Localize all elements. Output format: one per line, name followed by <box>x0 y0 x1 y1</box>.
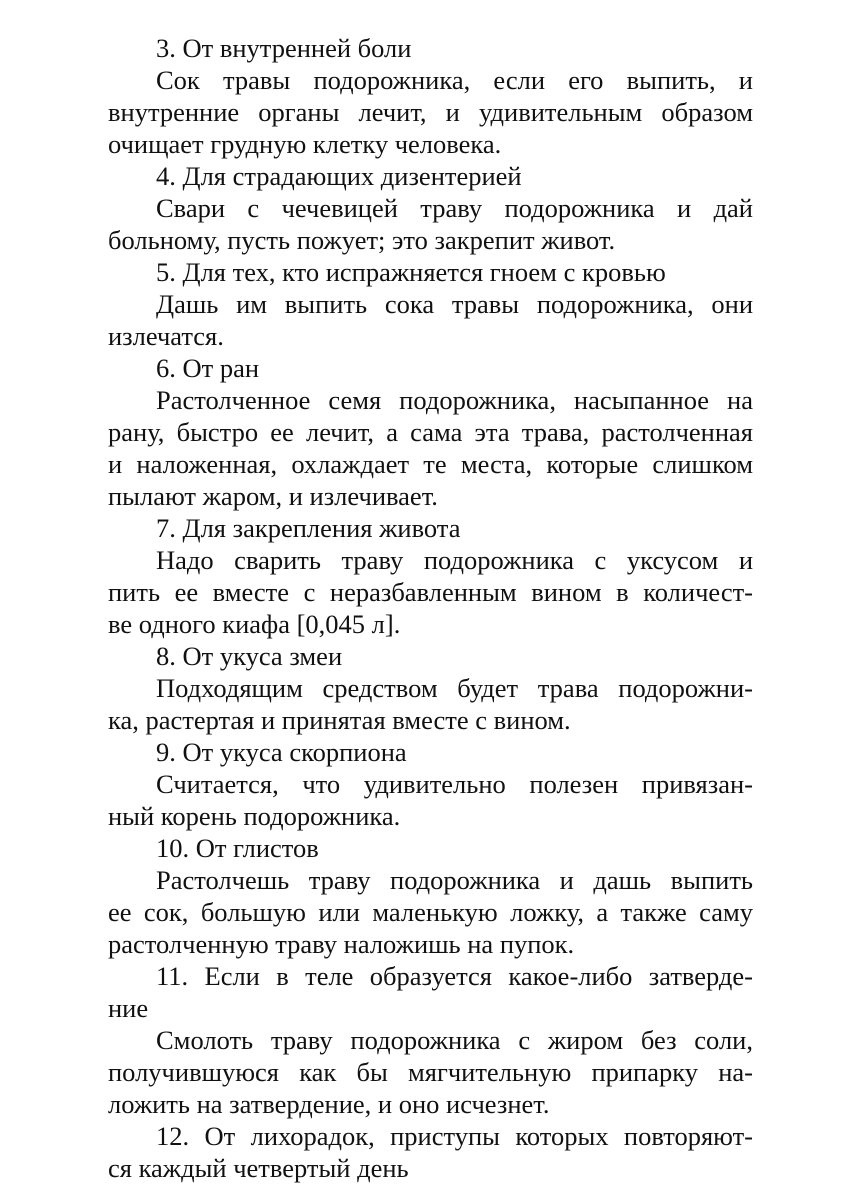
text-line: Растолченное семя подорожника, насыпанное на <box>156 385 753 415</box>
section-heading-6: 6. От ран <box>156 353 260 383</box>
text-line: Подходящим средством будет трава подорожни- <box>156 673 753 703</box>
section-heading-11-cont: ние <box>108 993 149 1023</box>
book-page <box>108 32 753 1184</box>
text-line: Растолчешь траву подорожника и дашь выпить <box>156 865 753 895</box>
text-line: Сок травы подорожника, если его выпить, и <box>156 65 753 95</box>
text-line: внутренние органы лечит, и удивительным образом <box>108 97 753 127</box>
section-heading-12: 12. От лихорадок, приступы которых повторяют- <box>156 1121 753 1151</box>
text-line: рану, быстро ее лечит, а сама эта трава, растолченная <box>108 417 753 447</box>
section-heading-3: 3. От внутренней боли <box>156 33 412 63</box>
section-heading-4: 4. Для страдающих дизентерией <box>156 161 522 191</box>
section-heading-10: 10. От глистов <box>156 833 319 863</box>
section-heading-7: 7. Для закрепления живота <box>156 513 461 543</box>
text-line: ный корень подорожника. <box>108 801 401 831</box>
text-line: получившуюся как бы мягчительную припарку на- <box>108 1057 753 1087</box>
text-line: ка, растертая и принятая вместе с вином. <box>108 705 571 735</box>
text-line: и наложенная, охлаждает те места, которые слишком <box>108 449 753 479</box>
text-line: очищает грудную клетку человека. <box>108 129 502 159</box>
text-line: больному, пусть пожует; это закрепит живот. <box>108 225 616 255</box>
section-heading-9: 9. От укуса скорпиона <box>156 737 407 767</box>
text-line: ложить на затвердение, и оно исчезнет. <box>108 1089 550 1119</box>
text-line: ее сок, большую или маленькую ложку, а также саму <box>108 897 753 927</box>
section-heading-11: 11. Если в теле образуется какое-либо затверде- <box>156 961 753 991</box>
text-line: пить ее вместе с неразбавленным вином в количест- <box>108 577 753 607</box>
text-line: растолченную траву наложишь на пупок. <box>108 929 575 959</box>
text-line: пылают жаром, и излечивает. <box>108 481 438 511</box>
text-line: ве одного киафа [0,045 л]. <box>108 609 401 639</box>
text-line: Свари с чечевицей траву подорожника и дай <box>156 193 753 223</box>
text-line: Дашь им выпить сока травы подорожника, они <box>156 289 753 319</box>
text-line: Надо сварить траву подорожника с уксусом и <box>156 545 753 575</box>
section-heading-5: 5. Для тех, кто испражняется гноем с кровью <box>156 257 666 287</box>
text-line: Смолоть траву подорожника с жиром без соли, <box>156 1025 753 1055</box>
text-line: излечатся. <box>108 321 224 351</box>
text-line: Считается, что удивительно полезен привязан- <box>156 769 753 799</box>
section-heading-8: 8. От укуса змеи <box>156 641 343 671</box>
section-heading-12-cont: ся каждый четвертый день <box>108 1153 409 1183</box>
